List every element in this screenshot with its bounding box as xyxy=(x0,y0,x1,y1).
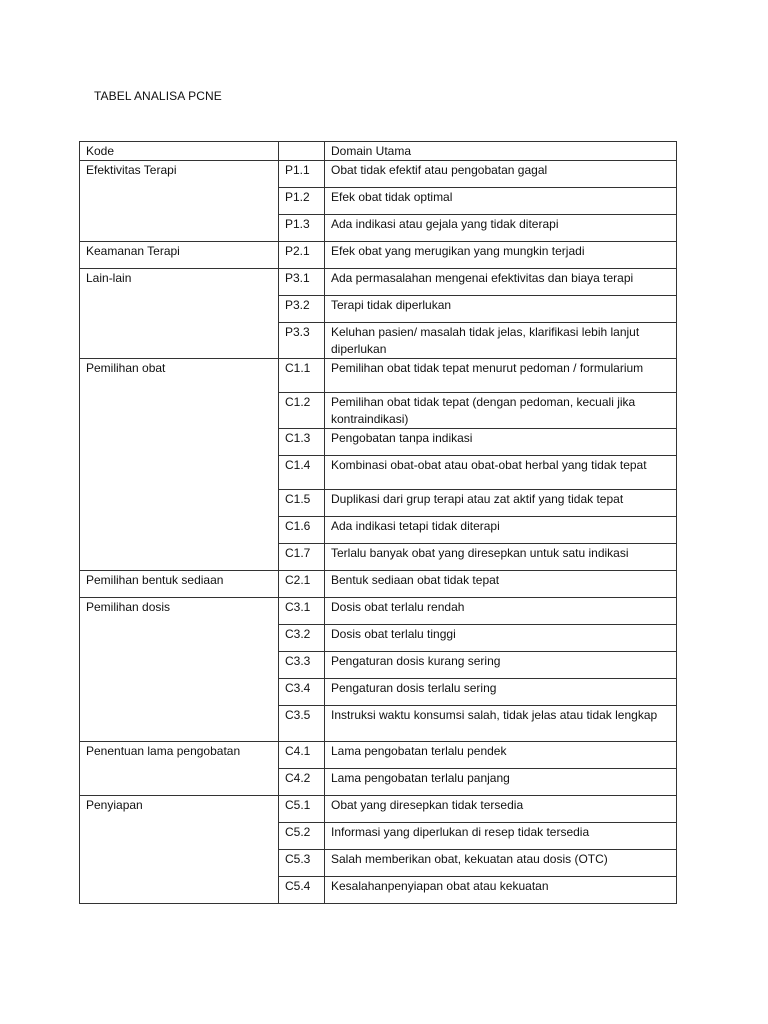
header-kode: Kode xyxy=(80,142,279,161)
problem-code: C1.6 xyxy=(279,517,325,544)
header-domain: Domain Utama xyxy=(325,142,677,161)
table-row xyxy=(80,742,677,769)
problem-description: Pemilihan obat tidak tepat menurut pedoman / formularium xyxy=(325,359,677,393)
group-label: Keamanan Terapi xyxy=(80,242,279,269)
problem-description: Efek obat tidak optimal xyxy=(325,188,677,215)
problem-description: Efek obat yang merugikan yang mungkin terjadi xyxy=(325,242,677,269)
problem-code: C2.1 xyxy=(279,571,325,598)
problem-description: Dosis obat terlalu rendah xyxy=(325,598,677,625)
group-label: Penyiapan xyxy=(80,796,279,904)
document-title: TABEL ANALISA PCNE xyxy=(94,89,222,103)
table-row xyxy=(80,269,677,296)
problem-description: Keluhan pasien/ masalah tidak jelas, klarifikasi lebih lanjut diperlukan xyxy=(325,323,677,359)
problem-description: Ada indikasi tetapi tidak diterapi xyxy=(325,517,677,544)
problem-description: Informasi yang diperlukan di resep tidak tersedia xyxy=(325,823,677,850)
problem-code: C5.2 xyxy=(279,823,325,850)
problem-code: C3.1 xyxy=(279,598,325,625)
problem-code: C3.5 xyxy=(279,706,325,742)
problem-code: C1.5 xyxy=(279,490,325,517)
problem-code: P2.1 xyxy=(279,242,325,269)
problem-code: P1.2 xyxy=(279,188,325,215)
problem-code: C4.2 xyxy=(279,769,325,796)
group-label: Pemilihan obat xyxy=(80,359,279,571)
table-row xyxy=(80,598,677,625)
group-label: Penentuan lama pengobatan xyxy=(80,742,279,796)
problem-code: P1.1 xyxy=(279,161,325,188)
table-header-row xyxy=(80,142,677,161)
problem-code: P3.2 xyxy=(279,296,325,323)
problem-code: C4.1 xyxy=(279,742,325,769)
problem-description: Kombinasi obat-obat atau obat-obat herbal yang tidak tepat xyxy=(325,456,677,490)
table-row xyxy=(80,242,677,269)
problem-description: Terlalu banyak obat yang diresepkan untuk satu indikasi xyxy=(325,544,677,571)
problem-code: P3.1 xyxy=(279,269,325,296)
group-label: Pemilihan bentuk sediaan xyxy=(80,571,279,598)
problem-code: C1.7 xyxy=(279,544,325,571)
table-row xyxy=(80,359,677,393)
problem-description: Pengaturan dosis kurang sering xyxy=(325,652,677,679)
table-row xyxy=(80,571,677,598)
table-body xyxy=(80,142,677,904)
problem-description: Dosis obat terlalu tinggi xyxy=(325,625,677,652)
problem-description: Lama pengobatan terlalu panjang xyxy=(325,769,677,796)
problem-description: Salah memberikan obat, kekuatan atau dosis (OTC) xyxy=(325,850,677,877)
problem-description: Terapi tidak diperlukan xyxy=(325,296,677,323)
problem-description: Obat tidak efektif atau pengobatan gagal xyxy=(325,161,677,188)
header-code xyxy=(279,142,325,161)
problem-description: Obat yang diresepkan tidak tersedia xyxy=(325,796,677,823)
pcne-analysis-table xyxy=(79,141,677,904)
table-row xyxy=(80,161,677,188)
problem-description: Pengaturan dosis terlalu sering xyxy=(325,679,677,706)
problem-code: C3.2 xyxy=(279,625,325,652)
problem-description: Pemilihan obat tidak tepat (dengan pedoman, kecuali jika kontraindikasi) xyxy=(325,393,677,429)
problem-description: Ada permasalahan mengenai efektivitas dan biaya terapi xyxy=(325,269,677,296)
problem-description: Ada indikasi atau gejala yang tidak diterapi xyxy=(325,215,677,242)
group-label: Pemilihan dosis xyxy=(80,598,279,742)
problem-code: C5.1 xyxy=(279,796,325,823)
group-label: Lain-lain xyxy=(80,269,279,359)
problem-code: C1.4 xyxy=(279,456,325,490)
problem-code: C1.2 xyxy=(279,393,325,429)
problem-code: C5.3 xyxy=(279,850,325,877)
problem-description: Duplikasi dari grup terapi atau zat aktif yang tidak tepat xyxy=(325,490,677,517)
problem-code: P3.3 xyxy=(279,323,325,359)
table-row xyxy=(80,796,677,823)
problem-code: C1.1 xyxy=(279,359,325,393)
problem-code: C1.3 xyxy=(279,429,325,456)
problem-description: Instruksi waktu konsumsi salah, tidak jelas atau tidak lengkap xyxy=(325,706,677,742)
group-label: Efektivitas Terapi xyxy=(80,161,279,242)
problem-code: C3.4 xyxy=(279,679,325,706)
problem-description: Lama pengobatan terlalu pendek xyxy=(325,742,677,769)
problem-description: Bentuk sediaan obat tidak tepat xyxy=(325,571,677,598)
problem-code: C5.4 xyxy=(279,877,325,904)
problem-code: P1.3 xyxy=(279,215,325,242)
problem-description: Pengobatan tanpa indikasi xyxy=(325,429,677,456)
problem-code: C3.3 xyxy=(279,652,325,679)
problem-description: Kesalahanpenyiapan obat atau kekuatan xyxy=(325,877,677,904)
